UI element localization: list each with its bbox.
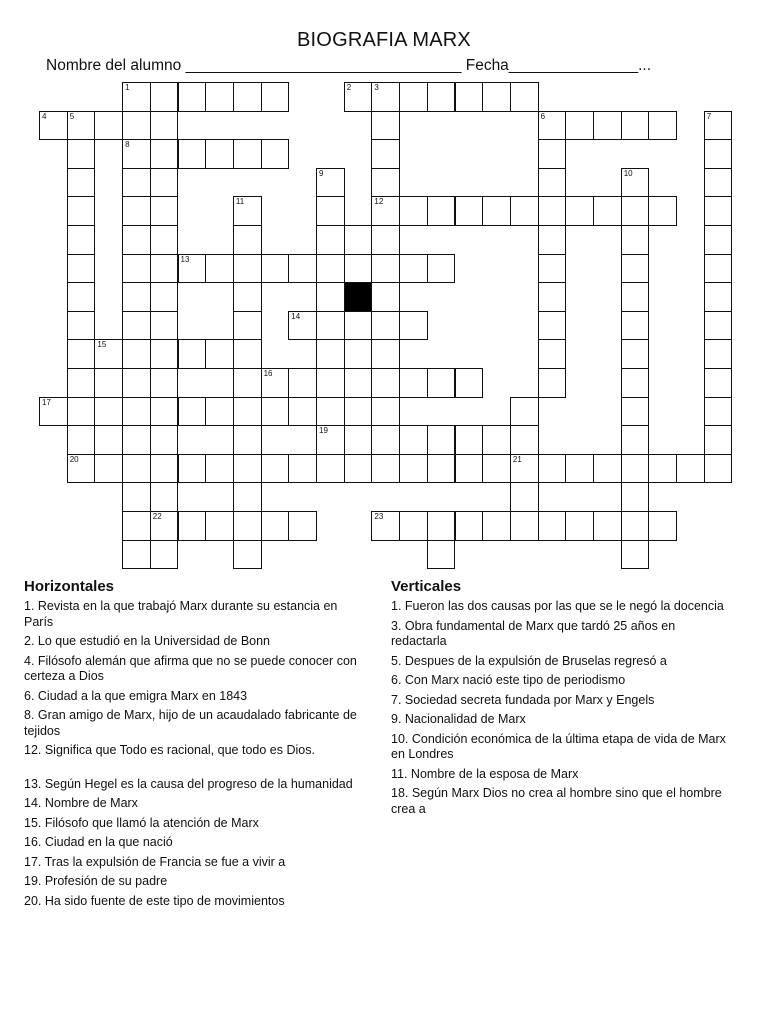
crossword-cell[interactable] bbox=[233, 540, 262, 570]
crossword-cell[interactable] bbox=[344, 311, 373, 341]
crossword-cell[interactable] bbox=[233, 139, 262, 169]
clue-h-13: 13. Según Hegel es la causa del progreso de la humanidad bbox=[24, 776, 353, 791]
crossword-cell[interactable] bbox=[122, 540, 151, 570]
crossword-cell[interactable] bbox=[39, 397, 68, 427]
clue-number: 23 bbox=[374, 512, 384, 521]
crossword-cell[interactable] bbox=[122, 425, 151, 455]
clue-v-5: 5. Despues de la expulsión de Bruselas regresó a bbox=[391, 653, 667, 668]
crossword-cell[interactable] bbox=[122, 339, 151, 369]
crossword-cell[interactable] bbox=[371, 111, 400, 141]
vertical-clues bbox=[391, 578, 731, 821]
crossword-cell[interactable] bbox=[316, 225, 345, 255]
crossword-cell[interactable] bbox=[67, 397, 96, 427]
crossword-cell[interactable] bbox=[676, 454, 705, 484]
crossword-cell[interactable] bbox=[371, 139, 400, 169]
crossword-cell[interactable] bbox=[150, 511, 179, 541]
crossword-cell[interactable] bbox=[593, 511, 622, 541]
clue-v-10: 10. Condición económica de la última etapa de vida de Marx en Londres bbox=[391, 731, 726, 761]
clue-v-3: 3. Obra fundamental de Marx que tardó 25 años en redactarla bbox=[391, 618, 676, 648]
crossword-cell[interactable] bbox=[648, 454, 677, 484]
crossword-cell[interactable] bbox=[371, 225, 400, 255]
crossword-cell[interactable] bbox=[593, 111, 622, 141]
crossword-cell[interactable] bbox=[67, 425, 96, 455]
crossword-cell[interactable] bbox=[205, 139, 234, 169]
crossword-cell[interactable] bbox=[455, 368, 484, 398]
clue-number: 5 bbox=[69, 111, 75, 121]
crossword-cell[interactable] bbox=[399, 196, 428, 226]
crossword-cell[interactable] bbox=[178, 511, 207, 541]
crossword-cell[interactable] bbox=[316, 454, 345, 484]
crossword-cell[interactable] bbox=[316, 397, 345, 427]
crossword-cell[interactable] bbox=[344, 368, 373, 398]
crossword-cell[interactable] bbox=[122, 168, 151, 198]
clue-number: 16 bbox=[263, 369, 273, 378]
student-name-date-line: Nombre del alumno ________________________________ Fecha_______________... bbox=[46, 57, 652, 74]
clue-number: 9 bbox=[319, 168, 324, 178]
crossword-cell[interactable] bbox=[427, 368, 456, 398]
crossword-cell[interactable] bbox=[482, 425, 511, 455]
crossword-cell[interactable] bbox=[178, 454, 207, 484]
crossword-cell[interactable] bbox=[150, 454, 179, 484]
crossword-cell[interactable] bbox=[288, 254, 317, 284]
crossword-cell[interactable] bbox=[510, 82, 539, 112]
crossword-cell[interactable] bbox=[67, 225, 96, 255]
clue-h-1: 1. Revista en la que trabajó Marx durante su estancia en París bbox=[24, 599, 338, 629]
crossword-cell[interactable] bbox=[371, 454, 400, 484]
crossword-cell[interactable] bbox=[67, 111, 96, 141]
crossword-cell[interactable] bbox=[510, 196, 539, 226]
crossword-cell[interactable] bbox=[94, 397, 123, 427]
crossword-cell[interactable] bbox=[150, 82, 179, 112]
crossword-cell[interactable] bbox=[427, 511, 456, 541]
crossword-cell[interactable] bbox=[621, 454, 650, 484]
crossword-cell[interactable] bbox=[178, 82, 207, 112]
crossword-cell[interactable] bbox=[233, 511, 262, 541]
crossword-cell[interactable] bbox=[67, 282, 96, 312]
crossword-cell[interactable] bbox=[621, 254, 650, 284]
crossword-cell[interactable] bbox=[704, 339, 733, 369]
crossword-cell[interactable] bbox=[67, 368, 96, 398]
crossword-cell[interactable] bbox=[455, 196, 484, 226]
crossword-cell[interactable] bbox=[371, 311, 400, 341]
crossword-cell[interactable] bbox=[344, 425, 373, 455]
crossword-cell[interactable] bbox=[205, 339, 234, 369]
crossword-cell[interactable] bbox=[538, 254, 567, 284]
crossword-cell[interactable] bbox=[621, 511, 650, 541]
clue-number: 14 bbox=[291, 311, 301, 321]
crossword-cell[interactable] bbox=[482, 511, 511, 541]
crossword-cell[interactable] bbox=[67, 454, 96, 484]
crossword-cell[interactable] bbox=[150, 282, 179, 312]
crossword-cell[interactable] bbox=[122, 454, 151, 484]
crossword-cell[interactable] bbox=[621, 425, 650, 455]
horizontal-clues bbox=[24, 578, 364, 913]
crossword-cell[interactable] bbox=[399, 82, 428, 112]
crossword-cell[interactable] bbox=[427, 425, 456, 455]
clue-number: 13 bbox=[180, 254, 190, 264]
crossword-cell[interactable] bbox=[593, 196, 622, 226]
crossword-cell[interactable] bbox=[233, 196, 262, 226]
clue-number: 20 bbox=[69, 454, 79, 464]
crossword-cell[interactable] bbox=[122, 196, 151, 226]
clue-number: 17 bbox=[42, 397, 51, 407]
crossword-cell[interactable] bbox=[94, 454, 123, 484]
crossword-cell[interactable] bbox=[648, 196, 677, 226]
crossword-cell[interactable] bbox=[704, 368, 733, 398]
clue-number: 21 bbox=[512, 454, 522, 464]
crossword-cell[interactable] bbox=[122, 482, 151, 512]
clue-h-16: 16. Ciudad en la que nació bbox=[24, 835, 173, 849]
crossword-cell[interactable] bbox=[704, 425, 733, 455]
crossword-cell[interactable] bbox=[510, 482, 539, 512]
crossword-cell[interactable] bbox=[455, 454, 484, 484]
crossword-cell[interactable] bbox=[538, 168, 567, 198]
crossword-cell[interactable] bbox=[261, 139, 290, 169]
crossword-cell[interactable] bbox=[122, 511, 151, 541]
crossword-cell[interactable] bbox=[371, 282, 400, 312]
crossword-cell[interactable] bbox=[233, 454, 262, 484]
crossword-cell[interactable] bbox=[621, 397, 650, 427]
crossword-cell[interactable] bbox=[371, 397, 400, 427]
crossword-cell[interactable] bbox=[538, 454, 567, 484]
crossword-cell[interactable] bbox=[344, 254, 373, 284]
crossword-cell[interactable] bbox=[288, 397, 317, 427]
crossword-cell[interactable] bbox=[233, 397, 262, 427]
crossword-cell[interactable] bbox=[510, 425, 539, 455]
clue-h-12: 12. Significa que Todo es racional, que todo es Dios. bbox=[24, 743, 315, 757]
crossword-cell[interactable] bbox=[455, 511, 484, 541]
crossword-cell[interactable] bbox=[565, 111, 594, 141]
crossword-cell[interactable] bbox=[371, 339, 400, 369]
crossword-cell[interactable] bbox=[178, 339, 207, 369]
crossword-cell[interactable] bbox=[538, 368, 567, 398]
crossword-cell[interactable] bbox=[621, 225, 650, 255]
crossword-cell[interactable] bbox=[427, 540, 456, 570]
crossword-cell[interactable] bbox=[178, 139, 207, 169]
crossword-cell[interactable] bbox=[67, 139, 96, 169]
crossword-cell[interactable] bbox=[178, 254, 207, 284]
crossword-cell[interactable] bbox=[371, 425, 400, 455]
crossword-cell[interactable] bbox=[510, 454, 539, 484]
crossword-cell[interactable] bbox=[150, 425, 179, 455]
crossword-cell[interactable] bbox=[233, 368, 262, 398]
crossword-cell[interactable] bbox=[538, 282, 567, 312]
crossword-cell[interactable] bbox=[621, 282, 650, 312]
crossword-cell[interactable] bbox=[205, 454, 234, 484]
clue-v-6: 6. Con Marx nació este tipo de periodismo bbox=[391, 673, 626, 687]
crossword-cell[interactable] bbox=[538, 111, 567, 141]
crossword-cell[interactable] bbox=[205, 82, 234, 112]
crossword-cell[interactable] bbox=[205, 397, 234, 427]
crossword-cell[interactable] bbox=[538, 196, 567, 226]
crossword-cell[interactable] bbox=[621, 168, 650, 198]
crossword-cell[interactable] bbox=[205, 254, 234, 284]
crossword-cell[interactable] bbox=[205, 511, 234, 541]
crossword-cell[interactable] bbox=[621, 196, 650, 226]
crossword-cell[interactable] bbox=[538, 139, 567, 169]
crossword-cell[interactable] bbox=[261, 254, 290, 284]
crossword-cell[interactable] bbox=[704, 282, 733, 312]
crossword-cell[interactable] bbox=[288, 311, 317, 341]
crossword-cell[interactable] bbox=[261, 511, 290, 541]
crossword-cell[interactable] bbox=[704, 311, 733, 341]
crossword-cell[interactable] bbox=[399, 254, 428, 284]
clue-h-20: 20. Ha sido fuente de este tipo de movimientos bbox=[24, 893, 285, 908]
crossword-cell[interactable] bbox=[427, 454, 456, 484]
crossword-cell[interactable] bbox=[371, 368, 400, 398]
crossword-cell[interactable] bbox=[704, 196, 733, 226]
clue-v-1: 1. Fueron las dos causas por las que se le negó la docencia bbox=[391, 599, 724, 613]
crossword-cell[interactable] bbox=[482, 82, 511, 112]
crossword-cell[interactable] bbox=[399, 425, 428, 455]
clue-number: 1 bbox=[125, 83, 130, 92]
crossword-cell[interactable] bbox=[150, 139, 179, 169]
clue-number: 12 bbox=[374, 197, 384, 207]
crossword-cell[interactable] bbox=[704, 168, 733, 198]
crossword-cell[interactable] bbox=[344, 397, 373, 427]
clue-h-8: 8. Gran amigo de Marx, hijo de un acaudalado fabricante de tejidos bbox=[24, 708, 357, 738]
crossword-cell[interactable] bbox=[399, 454, 428, 484]
crossword-cell[interactable] bbox=[122, 397, 151, 427]
crossword-cell[interactable] bbox=[150, 168, 179, 198]
crossword-cell[interactable] bbox=[399, 511, 428, 541]
crossword-cell[interactable] bbox=[288, 511, 317, 541]
crossword-cell[interactable] bbox=[261, 368, 290, 398]
crossword-cell[interactable] bbox=[427, 82, 456, 112]
crossword-cell[interactable] bbox=[261, 397, 290, 427]
crossword-cell[interactable] bbox=[565, 196, 594, 226]
crossword-cell[interactable] bbox=[150, 339, 179, 369]
crossword-cell[interactable] bbox=[510, 397, 539, 427]
crossword-cell[interactable] bbox=[67, 311, 96, 341]
crossword-cell[interactable] bbox=[233, 425, 262, 455]
crossword-cell[interactable] bbox=[316, 425, 345, 455]
crossword-cell[interactable] bbox=[67, 254, 96, 284]
crossword-cell[interactable] bbox=[233, 82, 262, 112]
crossword-cell[interactable] bbox=[150, 482, 179, 512]
crossword-cell[interactable] bbox=[344, 339, 373, 369]
crossword-cell[interactable] bbox=[344, 454, 373, 484]
crossword-cell[interactable] bbox=[233, 339, 262, 369]
crossword-cell[interactable] bbox=[593, 454, 622, 484]
crossword-cell[interactable] bbox=[427, 254, 456, 284]
crossword-cell[interactable] bbox=[648, 511, 677, 541]
crossword-cell[interactable] bbox=[233, 282, 262, 312]
crossword-cell[interactable] bbox=[316, 254, 345, 284]
crossword-cell[interactable] bbox=[538, 311, 567, 341]
crossword-cell[interactable] bbox=[371, 511, 400, 541]
crossword-cell[interactable] bbox=[150, 368, 179, 398]
clue-number: 22 bbox=[152, 512, 162, 521]
clue-number: 2 bbox=[346, 83, 352, 92]
crossword-cell[interactable] bbox=[621, 368, 650, 398]
clue-h-17: 17. Tras la expulsión de Francia se fue a vivir a bbox=[24, 854, 286, 869]
clue-number: 4 bbox=[42, 111, 47, 121]
crossword-cell[interactable] bbox=[427, 196, 456, 226]
crossword-cell[interactable] bbox=[67, 339, 96, 369]
clue-number: 7 bbox=[706, 111, 712, 121]
crossword-cell[interactable] bbox=[122, 254, 151, 284]
crossword-cell[interactable] bbox=[94, 111, 123, 141]
crossword-cell[interactable] bbox=[344, 225, 373, 255]
crossword-cell[interactable] bbox=[150, 196, 179, 226]
crossword-cell[interactable] bbox=[316, 282, 345, 312]
crossword-cell[interactable] bbox=[122, 139, 151, 169]
crossword-cell[interactable] bbox=[150, 397, 179, 427]
crossword-cell[interactable] bbox=[150, 111, 179, 141]
clue-h-15: 15. Filósofo que llamó la atención de Marx bbox=[24, 815, 259, 830]
crossword-cell[interactable] bbox=[371, 82, 400, 112]
crossword-cell[interactable] bbox=[288, 454, 317, 484]
clue-h-14: 14. Nombre de Marx bbox=[24, 796, 138, 810]
crossword-cell[interactable] bbox=[455, 82, 484, 112]
crossword-cell[interactable] bbox=[316, 311, 345, 341]
clue-h-6: 6. Ciudad a la que emigra Marx en 1843 bbox=[24, 688, 248, 703]
clue-h-4: 4. Filósofo alemán que afirma que no se puede conocer con certeza a Dios bbox=[24, 653, 357, 683]
crossword-cell[interactable] bbox=[178, 397, 207, 427]
clue-number: 8 bbox=[125, 140, 130, 150]
crossword-cell[interactable] bbox=[122, 311, 151, 341]
crossword-cell[interactable] bbox=[704, 454, 733, 484]
crossword-cell[interactable] bbox=[233, 482, 262, 512]
crossword-cell[interactable] bbox=[621, 311, 650, 341]
black-cell bbox=[344, 282, 373, 312]
crossword-cell[interactable] bbox=[621, 540, 650, 570]
page-title: BIOGRAFIA MARX bbox=[297, 29, 471, 51]
crossword-cell[interactable] bbox=[482, 454, 511, 484]
crossword-cell[interactable] bbox=[150, 225, 179, 255]
crossword-cell[interactable] bbox=[233, 311, 262, 341]
clue-number: 15 bbox=[97, 340, 107, 350]
clue-v-11: 11. Nombre de la esposa de Marx bbox=[391, 766, 579, 781]
crossword-cell[interactable] bbox=[621, 111, 650, 141]
clue-number: 6 bbox=[540, 111, 546, 121]
clue-number: 11 bbox=[235, 197, 245, 207]
clue-h-19: 19. Profesión de su padre bbox=[24, 874, 168, 888]
crossword-cell[interactable] bbox=[122, 111, 151, 141]
crossword-cell[interactable] bbox=[233, 225, 262, 255]
crossword-cell[interactable] bbox=[233, 254, 262, 284]
crossword-cell[interactable] bbox=[621, 482, 650, 512]
crossword-cell[interactable] bbox=[704, 111, 733, 141]
crossword-cell[interactable] bbox=[371, 196, 400, 226]
clue-v-7: 7. Sociedad secreta fundada por Marx y Engels bbox=[391, 692, 655, 707]
crossword-cell[interactable] bbox=[150, 254, 179, 284]
clue-h-2: 2. Lo que estudió en la Universidad de Bonn bbox=[24, 634, 271, 648]
crossword-cell[interactable] bbox=[648, 111, 677, 141]
crossword-cell[interactable] bbox=[565, 454, 594, 484]
crossword-cell[interactable] bbox=[621, 339, 650, 369]
crossword-cell[interactable] bbox=[122, 282, 151, 312]
crossword-cell[interactable] bbox=[371, 168, 400, 198]
crossword-cell[interactable] bbox=[261, 82, 290, 112]
crossword-cell[interactable] bbox=[261, 454, 290, 484]
clue-number: 10 bbox=[623, 168, 633, 178]
crossword-cell[interactable] bbox=[399, 311, 428, 341]
crossword-cell[interactable] bbox=[704, 254, 733, 284]
crossword-cell[interactable] bbox=[67, 168, 96, 198]
crossword-cell[interactable] bbox=[482, 196, 511, 226]
crossword-cell[interactable] bbox=[538, 225, 567, 255]
crossword-cell[interactable] bbox=[67, 196, 96, 226]
crossword-cell[interactable] bbox=[704, 225, 733, 255]
clue-v-18: 18. Según Marx Dios no crea al hombre sino que el hombre crea a bbox=[391, 786, 722, 816]
crossword-cell[interactable] bbox=[316, 168, 345, 198]
crossword-cell[interactable] bbox=[704, 139, 733, 169]
crossword-cell[interactable] bbox=[316, 368, 345, 398]
crossword-cell[interactable] bbox=[150, 540, 179, 570]
crossword-cell[interactable] bbox=[704, 397, 733, 427]
crossword-cell[interactable] bbox=[122, 225, 151, 255]
crossword-cell[interactable] bbox=[94, 339, 123, 369]
crossword-cell[interactable] bbox=[316, 196, 345, 226]
crossword-cell[interactable] bbox=[122, 82, 151, 112]
vertical-heading: Verticales bbox=[391, 578, 462, 595]
crossword-cell[interactable] bbox=[455, 425, 484, 455]
clue-number: 19 bbox=[319, 426, 328, 436]
crossword-cell[interactable] bbox=[371, 254, 400, 284]
clue-number: 3 bbox=[374, 83, 379, 92]
clue-v-9: 9. Nacionalidad de Marx bbox=[391, 712, 526, 726]
crossword-cell[interactable] bbox=[288, 368, 317, 398]
crossword-cell[interactable] bbox=[538, 339, 567, 369]
horizontal-heading: Horizontales bbox=[24, 578, 115, 595]
crossword-cell[interactable] bbox=[344, 82, 373, 112]
crossword-cell[interactable] bbox=[39, 111, 68, 141]
crossword-cell[interactable] bbox=[565, 511, 594, 541]
crossword-cell[interactable] bbox=[399, 368, 428, 398]
crossword-cell[interactable] bbox=[316, 339, 345, 369]
crossword-cell[interactable] bbox=[150, 311, 179, 341]
crossword-cell[interactable] bbox=[510, 511, 539, 541]
crossword-cell[interactable] bbox=[538, 511, 567, 541]
crossword-cell[interactable] bbox=[122, 368, 151, 398]
